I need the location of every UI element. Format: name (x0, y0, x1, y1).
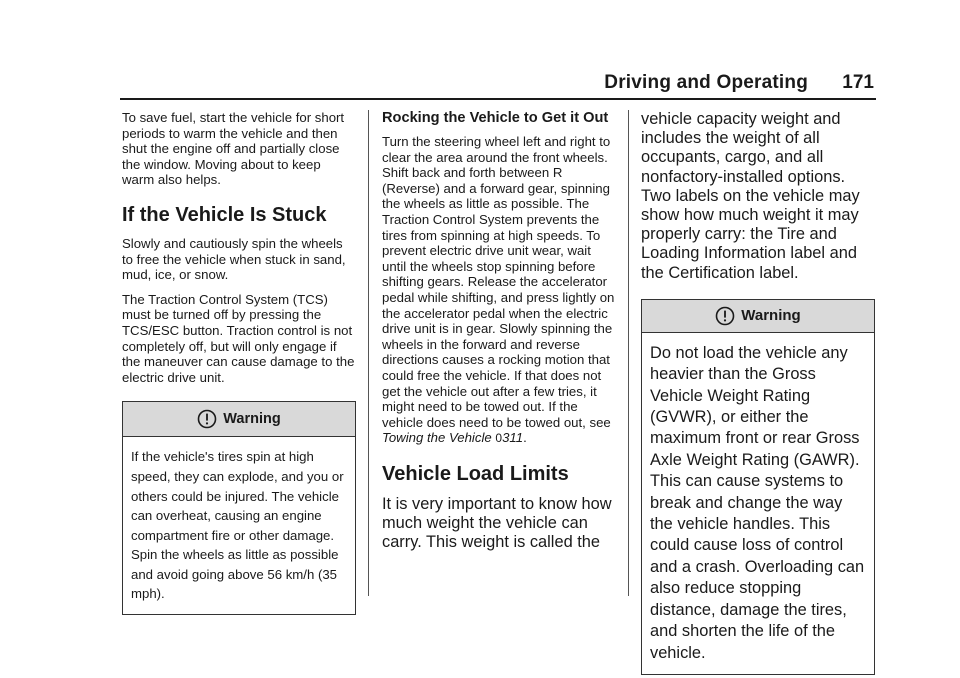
page-ref-icon: 0 (495, 431, 503, 446)
warning-icon (197, 409, 217, 429)
warning-title: Warning (741, 307, 801, 325)
warning-title: Warning (223, 411, 281, 428)
heading-stuck: If the Vehicle Is Stuck (122, 203, 327, 226)
stuck-paragraph-2: The Traction Control System (TCS) must be turned off by pressing the TCS/ESC button. Traction control is not completely off, but will only engage if the maneuver can cause damage to the electric drive unit. (122, 291, 355, 385)
page-header (120, 60, 876, 100)
rocking-text: Turn the steering wheel left and right to clear the area around the front wheels. Shift back and forth between R (Reverse) and a forward gear, spinning the wheels as little as possible. The Traction Control System prevents the tires from spinning at high speeds. To prevent electric drive unit wear, wait until the wheels stop spinning before shifting gears. Release the accelerator pedal while shifting, and press lightly on the accelerator pedal when the electric drive unit is in gear. Slowly spinning the wheels in the forward and reverse directions causes a rocking motion that could free the vehicle. If that does not get the vehicle out after a few tries, it might need to be towed out. If the vehicle does need to be towed out, see (382, 134, 615, 430)
column-middle (382, 110, 618, 561)
warning-header (123, 402, 355, 437)
warning-icon (715, 306, 735, 326)
heading-load-limits: Vehicle Load Limits (382, 462, 569, 485)
xref-page[interactable]: 311 (502, 430, 524, 446)
capacity-paragraph: vehicle capacity weight and includes the weight of all occupants, cargo, and all nonfactory-installed options. Two labels on the vehicle may show how much weight it may properly carry: the Tire and Loading Information label and the Certification label. (641, 110, 860, 282)
header-rule (120, 98, 876, 100)
rocking-paragraph (382, 134, 618, 447)
column-divider (368, 110, 369, 596)
page-number: 171 (842, 72, 874, 93)
warning-text: If the vehicle's tires spin at high speed, they can explode, and you or others could be injured. The vehicle can overheat, causing an engine compartment fire or other damage. Spin the wheels as little as possible and avoid going above 56 km/h (35 mph). (131, 449, 344, 602)
warning-text: Do not load the vehicle any heavier than the Gross Vehicle Weight Rating (GVWR), or either the maximum front or rear Gross Axle Weight Rating (GAWR). This can cause systems to break and change the way the vehicle handles. This could cause loss of control and a crash. Overloading can also reduce stopping distance, damage the tires, and shorten the life of the vehicle. (650, 343, 865, 662)
column-right (641, 110, 875, 675)
column-divider (628, 110, 629, 596)
xref-end: . (523, 430, 527, 446)
section-title: Driving and Operating (604, 72, 808, 93)
intro-paragraph: To save fuel, start the vehicle for short periods to warm the vehicle and then shut the engine off and partially close the window. Moving about to keep warm also helps. (122, 110, 345, 188)
warning-header (642, 300, 874, 333)
heading-rocking: Rocking the Vehicle to Get it Out (382, 110, 609, 126)
stuck-paragraph-1: Slowly and cautiously spin the wheels to free the vehicle when stuck in sand, mud, ice, or snow. (122, 235, 346, 283)
warning-box (122, 401, 356, 615)
xref-towing[interactable]: Towing the Vehicle (382, 430, 492, 446)
warning-box-load (641, 299, 875, 675)
load-paragraph: It is very important to know how much weight the vehicle can carry. This weight is called the (382, 494, 612, 552)
column-left (122, 110, 356, 615)
